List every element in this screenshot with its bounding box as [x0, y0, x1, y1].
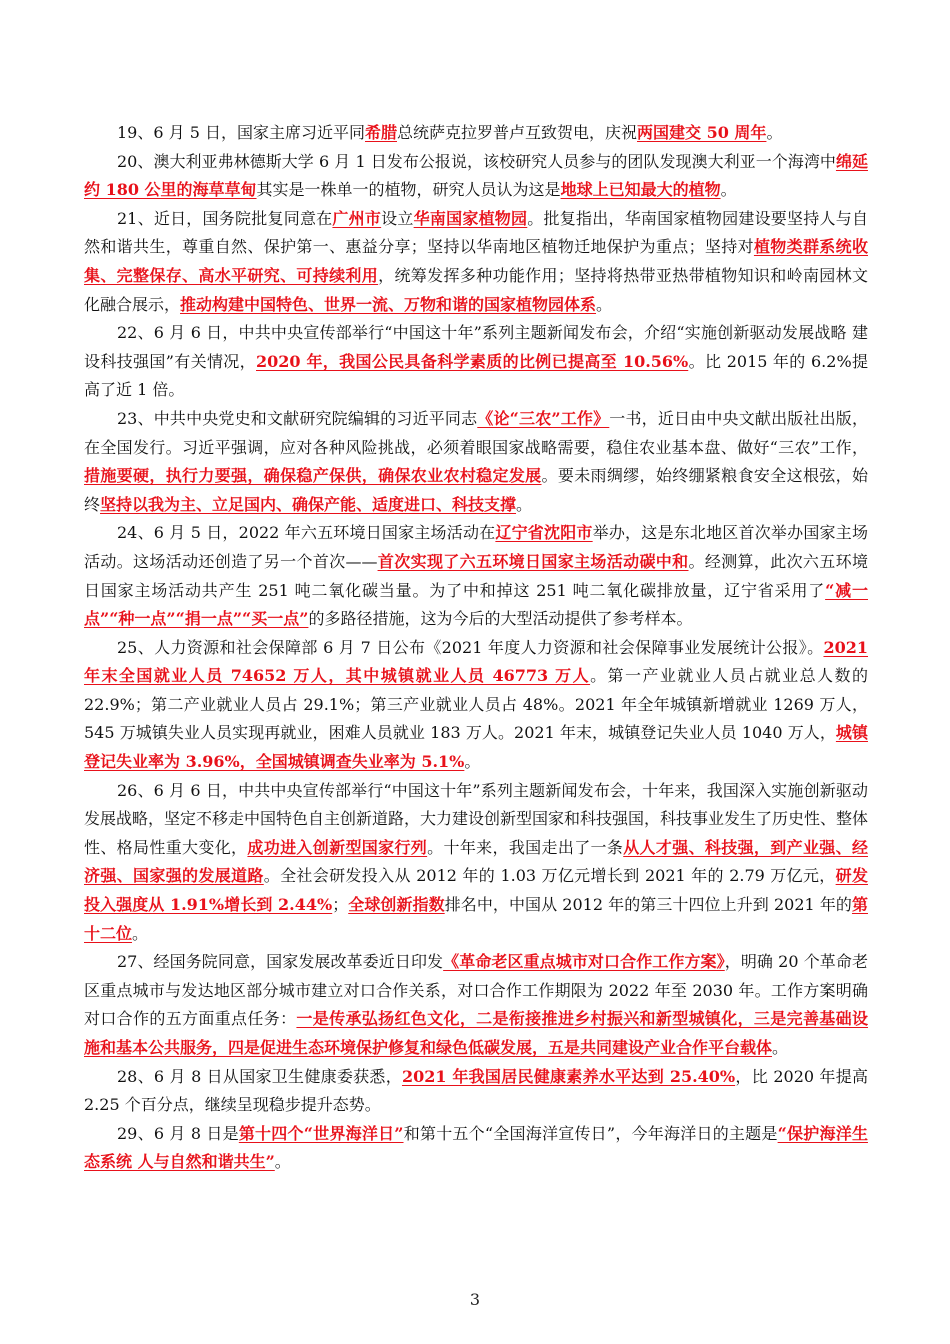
paragraph-text: 23、中共中央党史和文献研究院编辑的习近平同志: [117, 408, 478, 428]
paragraph-text: 。: [464, 752, 481, 772]
highlighted-key-phrase: 全球创新指数: [348, 895, 445, 915]
news-item-paragraph: [84, 148, 868, 205]
highlighted-key-phrase: 首次实现了六五环境日国家主场活动碳中和: [377, 551, 689, 571]
paragraph-text: 其实是一株单一的植物，研究人员认为这是: [256, 180, 561, 200]
paragraph-text: 22、6 月 6 日，中共中央宣传部举行“中国这十年”系列主题新闻发布会，介绍“实施创新驱动发展战略 建设科技强国”有关情况，: [84, 323, 868, 371]
paragraph-text: 。全社会研发投入从 2012 年的 1.03 万亿元增长到 2021 年的 2.79 万亿元，: [263, 866, 836, 886]
paragraph-text: 25、人力资源和社会保障部 6 月 7 日公布《2021 年度人力资源和社会保障事业发展统计公报》。: [117, 637, 824, 657]
highlighted-key-phrase: 绵延约 180 公里的海草草甸: [84, 151, 868, 200]
paragraph-text: 。: [772, 1038, 789, 1057]
highlighted-key-phrase: 第十四个“世界海洋日”: [238, 1123, 404, 1143]
paragraph-text: 。经测算，此次六五环境日国家主场活动共产生 251 吨二氧化碳当量。为了中和掉这 251 吨二氧化碳排放量，辽宁省采用了: [84, 551, 868, 600]
paragraph-text: 。: [274, 1152, 291, 1172]
news-item-paragraph: [84, 205, 868, 319]
document-body: [84, 119, 868, 1177]
paragraph-text: 。: [766, 123, 783, 142]
highlighted-key-phrase: 第十二位: [84, 895, 868, 943]
paragraph-text: 。要未雨绸缪，始终绷紧粮食安全这根弦，始终: [84, 466, 868, 514]
paragraph-text: 和第十五个“全国海洋宣传日”，今年海洋日的主题是: [403, 1123, 778, 1143]
news-item-paragraph: [84, 777, 868, 949]
paragraph-text: 26、6 月 6 日，中共中央宣传部举行“中国这十年”系列主题新闻发布会，十年来，我国深入实施创新驱动发展战略，坚定不移走中国特色自主创新道路，大力建设创新型国家和科技强国，科技事业发生了历史性、整体性、格局性重大变化，: [84, 780, 869, 857]
highlighted-key-phrase: 2020 年，我国公民具备科学素质的比例已提高至 10.56%: [256, 351, 689, 371]
highlighted-key-phrase: 辽宁省沈阳市: [495, 523, 593, 543]
paragraph-text: 。: [596, 294, 613, 314]
paragraph-text: 举办，这是东北地区首次举办国家主场活动。这场活动还创造了另一个首次——: [84, 523, 868, 571]
news-item-paragraph: [84, 634, 868, 777]
paragraph-text: 的多路径措施，这为今后的大型活动提供了参考样本。: [308, 609, 693, 629]
highlighted-key-phrase: 两国建交 50 周年: [637, 123, 767, 142]
highlighted-key-phrase: 2021 年末全国就业人员 74652 万人，其中城镇就业人员 46773 万人: [84, 637, 868, 686]
paragraph-text: 排名中，中国从 2012 年的第三十四位上升到 2021 年的: [444, 895, 852, 915]
paragraph-text: 20、澳大利亚弗林德斯大学 6 月 1 日发布公报说，该校研究人员参与的团队发现澳大利亚一个海湾中: [117, 151, 836, 171]
paragraph-text: 。: [516, 494, 533, 514]
paragraph-text: 。: [720, 180, 737, 200]
paragraph-text: 21、近日，国务院批复同意在: [117, 208, 333, 228]
highlighted-key-phrase: 措施要硬，执行力要强，确保稳产保供，确保农业农村稳定发展: [84, 466, 542, 486]
highlighted-key-phrase: 城镇登记失业率为 3.96%，全国城镇调查失业率为 5.1%: [84, 723, 868, 772]
highlighted-key-phrase: “减一点”“种一点”“捐一点”“买一点”: [84, 580, 868, 629]
news-item-paragraph: [84, 1063, 868, 1120]
highlighted-key-phrase: 从人才强、科技强，到产业强、经济强、国家强的发展道路: [84, 837, 868, 886]
highlighted-key-phrase: 地球上已知最大的植物: [560, 180, 721, 200]
news-item-paragraph: [84, 1120, 868, 1177]
paragraph-text: 一书，近日由中央文献出版社出版，在全国发行。习近平强调，应对各种风险挑战，必须着眼国家战略需要，稳住农业基本盘、做好“三农”工作，: [84, 408, 868, 457]
news-item-paragraph: [84, 319, 868, 405]
highlighted-key-phrase: 坚持以我为主、立足国内、确保产能、适度进口、科技支撑: [100, 494, 517, 514]
paragraph-text: 28、6 月 8 日从国家卫生健康委获悉，: [117, 1066, 402, 1086]
news-item-paragraph: [84, 405, 868, 519]
highlighted-key-phrase: 华南国家植物园: [413, 208, 528, 228]
news-item-paragraph: [84, 519, 868, 633]
highlighted-key-phrase: 2021 年我国居民健康素养水平达到 25.40%: [401, 1066, 736, 1086]
paragraph-text: ；: [332, 895, 349, 915]
highlighted-key-phrase: 推动构建中国特色、世界一流、万物和谐的国家植物园体系: [180, 294, 597, 314]
paragraph-text: ，明确 20 个革命老区重点城市与发达地区部分城市建立对口合作关系，对口合作工作期限为 2022 年至 2030 年。工作方案明确对口合作的五方面重点任务：: [84, 952, 868, 1029]
paragraph-text: 总统萨克拉罗普卢互致贺电，庆祝: [397, 123, 638, 142]
highlighted-key-phrase: 广州市: [332, 208, 382, 228]
news-item-paragraph: [84, 119, 868, 148]
paragraph-text: ，比 2020 年提高 2.25 个百分点，继续呈现稳步提升态势。: [84, 1066, 868, 1115]
page-number: 3: [469, 1290, 481, 1309]
highlighted-key-phrase: 《论“三农”工作》: [477, 408, 610, 428]
highlighted-key-phrase: 一是传承弘扬红色文化，二是衔接推进乡村振兴和新型城镇化，三是完善基础设施和基本公共服务，四是促进生态环境保护修复和绿色低碳发展，五是共同建设产业合作平台载体: [84, 1009, 868, 1057]
paragraph-text: 24、6 月 5 日，2022 年六五环境日国家主场活动在: [117, 523, 496, 543]
paragraph-text: 。: [132, 923, 149, 943]
highlighted-key-phrase: 研发投入强度从 1.91%增长到 2.44%: [84, 866, 868, 915]
paragraph-text: ，统筹发挥多种功能作用；坚持将热带亚热带植物知识和岭南园林文化融合展示，: [84, 265, 868, 314]
highlighted-key-phrase: 希腊: [364, 123, 397, 142]
news-item-paragraph: [84, 948, 868, 1062]
paragraph-text: 19、6 月 5 日，国家主席习近平同: [117, 123, 365, 142]
paragraph-text: 29、6 月 8 日是: [117, 1123, 239, 1143]
paragraph-text: 。批复指出，华南国家植物园建设要坚持人与自然和谐共生，尊重自然、保护第一、惠益分享；坚持以华南地区植物迁地保护为重点；坚持对: [84, 208, 868, 257]
highlighted-key-phrase: “保护海洋生态系统 人与自然和谐共生”: [84, 1123, 868, 1172]
highlighted-key-phrase: 《革命老区重点城市对口合作工作方案》: [443, 952, 725, 972]
paragraph-text: 。比 2015 年的 6.2%提高了近 1 倍。: [84, 351, 868, 400]
paragraph-text: 。十年来，我国走出了一条: [427, 837, 624, 857]
highlighted-key-phrase: 植物类群系统收集、完整保存、高水平研究、可持续利用: [84, 237, 868, 285]
paragraph-text: 27、经国务院同意，国家发展改革委近日印发: [117, 952, 444, 972]
highlighted-key-phrase: 成功进入创新型国家行列: [247, 837, 428, 857]
paragraph-text: 。第一产业就业人员占就业总人数的 22.9%；第二产业就业人员占 29.1%；第三产业就业人员占 48%。2021 年全年城镇新增就业 1269 万人，545 万城镇失业人员实现再就业，困难人员就业 183 万人。2021 年末，城镇登记失业人员 1040 万人，: [84, 666, 868, 743]
paragraph-text: 设立: [381, 208, 414, 228]
